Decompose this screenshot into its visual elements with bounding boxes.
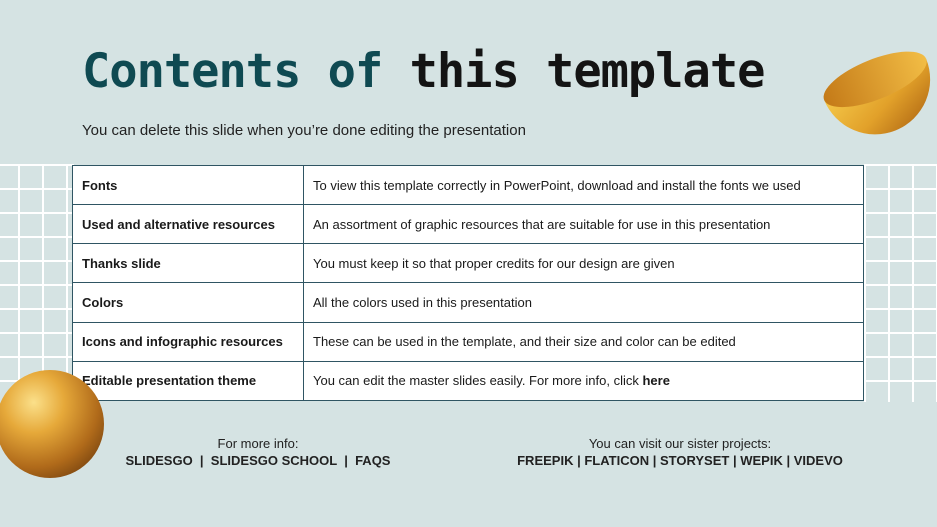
row-label: Colors	[73, 283, 304, 322]
link-separator: |	[786, 453, 791, 468]
footer-more-info-links	[108, 453, 408, 468]
page-title	[82, 44, 764, 99]
row-description: These can be used in the template, and their size and color can be edited	[304, 322, 864, 361]
link-separator: |	[344, 453, 348, 468]
link-slidesgo-school[interactable]: SLIDESGO SCHOOL	[210, 453, 337, 468]
table-row	[73, 205, 864, 244]
footer-more-info	[108, 436, 408, 468]
link-separator: |	[577, 453, 581, 468]
table-row	[73, 283, 864, 322]
subtitle: You can delete this slide when you’re done editing the presentation	[82, 122, 526, 139]
link-separator: |	[199, 453, 204, 468]
row-label: Thanks slide	[73, 244, 304, 283]
link-separator: |	[732, 453, 737, 468]
link-separator: |	[652, 453, 657, 468]
row-description: All the colors used in this presentation	[304, 283, 864, 322]
contents-table	[72, 165, 864, 401]
row-description	[304, 361, 864, 400]
grid-decoration-right	[864, 164, 937, 402]
row-label: Used and alternative resources	[73, 205, 304, 244]
footer-sister-projects-links	[480, 453, 880, 468]
table-row	[73, 361, 864, 400]
row-description: To view this template correctly in PowerPoint, download and install the fonts we used	[304, 166, 864, 205]
table-row	[73, 166, 864, 205]
table-row	[73, 322, 864, 361]
link-faqs[interactable]: FAQS	[355, 453, 391, 468]
link-wepik[interactable]: WEPIK	[740, 453, 783, 468]
footer-more-info-heading: For more info:	[217, 436, 299, 451]
row-label: Icons and infographic resources	[73, 322, 304, 361]
row-description: You must keep it so that proper credits for our design are given	[304, 244, 864, 283]
here-link[interactable]: here	[642, 373, 670, 389]
table-row	[73, 244, 864, 283]
link-slidesgo[interactable]: SLIDESGO	[125, 453, 193, 468]
row-label: Editable presentation theme	[73, 361, 304, 400]
row-label: Fonts	[73, 166, 304, 205]
title-part-dark: this template	[409, 44, 765, 99]
link-storyset[interactable]: STORYSET	[659, 453, 730, 468]
footer-sister-projects	[480, 436, 880, 468]
footer-sister-projects-heading: You can visit our sister projects:	[588, 436, 772, 451]
link-flaticon[interactable]: FLATICON	[584, 453, 650, 468]
gold-bowl-icon	[812, 24, 937, 139]
row-description: An assortment of graphic resources that are suitable for use in this presentation	[304, 205, 864, 244]
link-videvo[interactable]: VIDEVO	[793, 453, 843, 468]
gold-sphere-icon	[0, 366, 106, 482]
row-description-text: You can edit the master slides easily. For more info, click	[313, 373, 643, 389]
link-freepik[interactable]: FREEPIK	[517, 453, 574, 468]
title-part-accent: Contents of	[82, 44, 383, 99]
